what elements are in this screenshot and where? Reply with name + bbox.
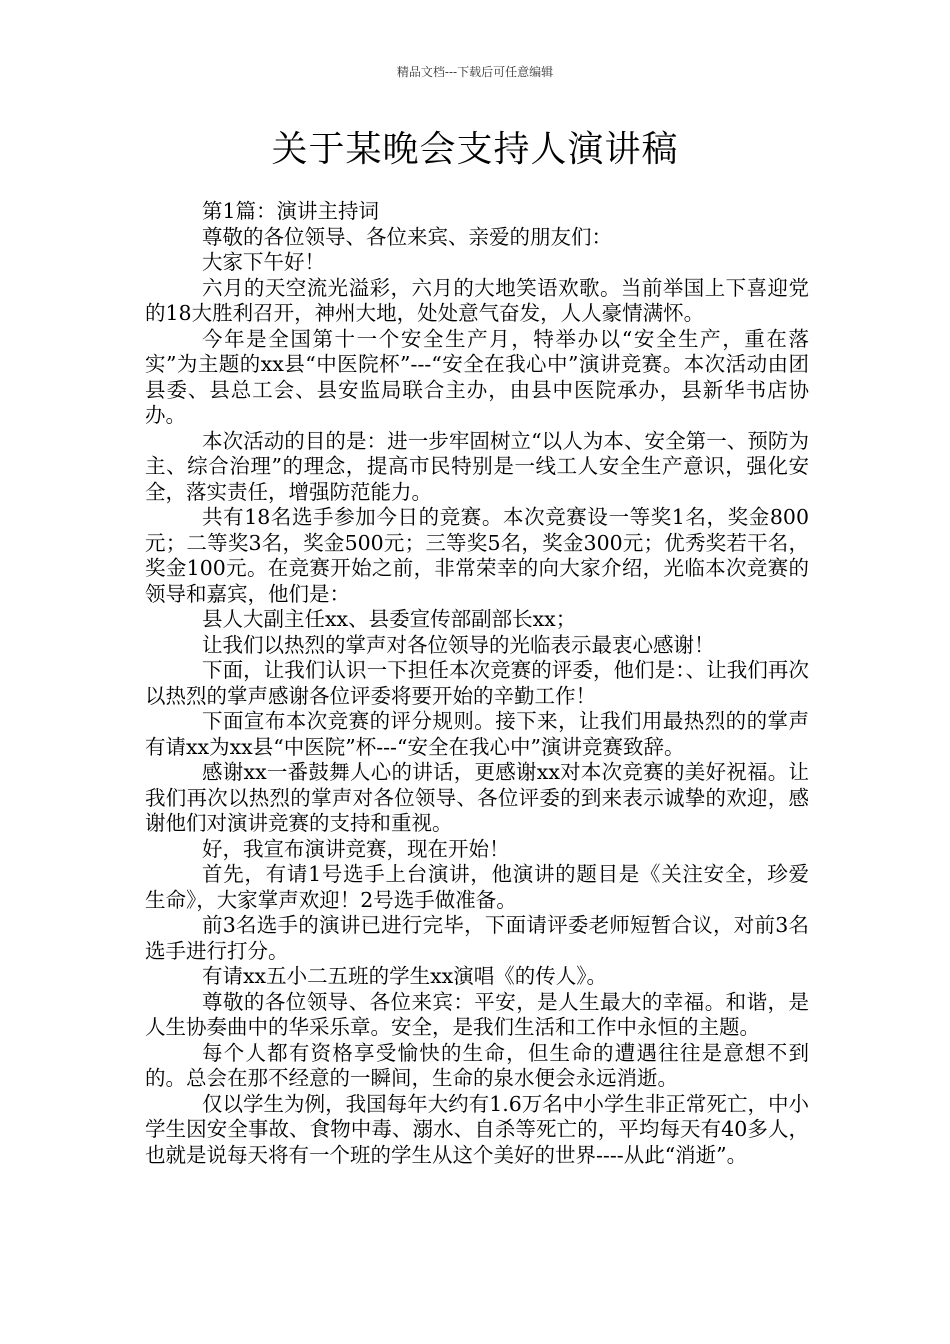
document-title: 关于某晚会支持人演讲稿 <box>271 129 679 170</box>
paragraph: 县人大副主任xx、县委宣传部副部长xx； <box>202 607 577 631</box>
paragraph: 尊敬的各位领导、各位来宾：平安，是人生最大的幸福。和谐，是人生协奏曲中的华采乐章。安全，是我们生活和工作中永恒的主题。 <box>145 989 809 1039</box>
paragraph: 有请xx五小二五班的学生xx演唱《的传人》。 <box>202 964 607 988</box>
paragraph-chapter-heading: 第1篇：演讲主持词 <box>202 199 380 223</box>
paragraph: 今年是全国第十一个安全生产月，特举办以“安全生产，重在落实”为主题的xx县“中医院杯”---“安全在我心中”演讲竞赛。本次活动由团县委、县总工会、县安监局联合主办，由县中医院承办，县新华书店协办。 <box>145 326 809 427</box>
paragraph: 每个人都有资格享受愉快的生命，但生命的遭遇往往是意想不到的。总会在那不经意的一瞬间，生命的泉水便会永远消逝。 <box>145 1040 809 1090</box>
paragraph: 感谢xx一番鼓舞人心的讲话，更感谢xx对本次竞赛的美好祝福。让我们再次以热烈的掌声对各位领导、各位评委的到来表示诚挚的欢迎，感谢他们对演讲竞赛的支持和重视。 <box>145 760 809 835</box>
document-body <box>145 199 809 1168</box>
header-note: 精品文档---下载后可任意编辑 <box>396 65 554 79</box>
paragraph-salutation: 尊敬的各位领导、各位来宾、亲爱的朋友们： <box>202 224 612 249</box>
paragraph: 首先，有请1号选手上台演讲，他演讲的题目是《关注安全，珍爱生命》，大家掌声欢迎！2号选手做准备。 <box>145 862 809 912</box>
paragraph: 本次活动的目的是：进一步牢固树立“以人为本、安全第一、预防为主、综合治理”的理念，提高市民特别是一线工人安全生产意识，强化安全，落实责任，增强防范能力。 <box>145 428 809 504</box>
paragraph: 前3名选手的演讲已进行完毕，下面请评委老师短暂合议，对前3名选手进行打分。 <box>145 913 809 963</box>
paragraph: 共有18名选手参加今日的竞赛。本次竞赛设一等奖1名，奖金800元；二等奖3名，奖金500元；三等奖5名，奖金300元；优秀奖若干名，奖金100元。在竞赛开始之前，非常荣幸的向大家介绍，光临本次竞赛的领导和嘉宾，他们是： <box>145 505 809 606</box>
paragraph: 仅以学生为例，我国每年大约有1.6万名中小学生非正常死亡，中小学生因安全事故、食物中毒、溺水、自杀等死亡的，平均每天有40多人，也就是说每天将有一个班的学生从这个美好的世界----从此“消逝”。 <box>145 1091 809 1167</box>
paragraph: 好，我宣布演讲竞赛，现在开始！ <box>202 836 510 861</box>
paragraph-greeting: 大家下午好！ <box>202 250 325 274</box>
paragraph: 下面，让我们认识一下担任本次竞赛的评委，他们是：、让我们再次以热烈的掌声感谢各位评委将要开始的辛勤工作！ <box>145 658 809 708</box>
paragraph: 六月的天空流光溢彩，六月的大地笑语欢歌。当前举国上下喜迎党的18大胜利召开，神州大地，处处意气奋发，人人豪情满怀。 <box>145 275 809 325</box>
paragraph: 下面宣布本次竞赛的评分规则。接下来，让我们用最热烈的的掌声有请xx为xx县“中医院”杯---“安全在我心中”演讲竞赛致辞。 <box>145 709 809 759</box>
paragraph: 让我们以热烈的掌声对各位领导的光临表示最衷心感谢！ <box>202 632 715 657</box>
